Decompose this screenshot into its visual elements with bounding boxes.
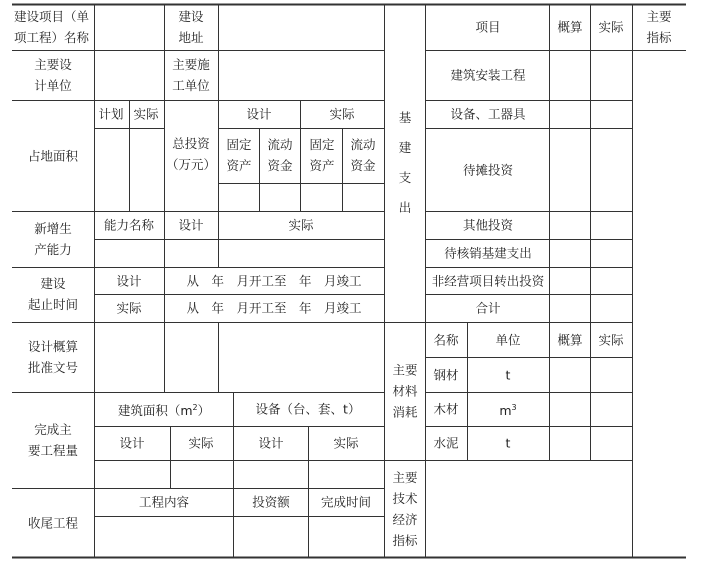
actual-header-right: 实际 [598,19,624,35]
approval-doc-label: 设计概算 批准文号 [27,339,79,375]
period-actual-label: 实际 [116,300,142,316]
tail-works-label: 收尾工程 [27,515,79,531]
material-unit-1: t [505,367,511,383]
expense-item-6: 非经营项目转出投资 [431,273,545,289]
material-name-3: 水泥 [433,435,459,451]
capacity-name-label: 能力名称 [103,217,155,233]
period-actual-text: 从 年 月开工至 年 月竣工 [186,300,362,316]
investment-amount-label: 投资额 [252,494,290,510]
material-name-2: 木材 [433,401,459,417]
fixed-assets-design: 固定 资产 [226,137,252,173]
site-label: 建设 地址 [178,9,204,45]
expense-item-4: 其他投资 [462,217,514,233]
material-unit-3: t [505,435,511,451]
material-estimate-header: 概算 [557,332,583,348]
completion-time-label: 完成时间 [320,494,372,510]
fixed-assets-actual: 固定 资产 [309,137,335,173]
expense-item-2: 设备、工器具 [450,106,526,122]
working-capital-design: 流动 资金 [267,137,293,173]
area-actual-label: 实际 [188,435,214,451]
material-name-header: 名称 [433,332,459,348]
work-content-label: 工程内容 [138,494,190,510]
actual-label: 实际 [133,106,159,122]
capacity-design-label: 设计 [178,217,204,233]
working-capital-actual: 流动 资金 [350,137,376,173]
capacity-actual-label: 实际 [288,217,314,233]
estimate-header: 概算 [557,19,583,35]
building-area-label: 建筑面积$(m^2)$ [117,402,211,419]
area-design-label: 设计 [119,435,145,451]
material-unit-header: 单位 [495,332,521,348]
item-header: 项目 [475,19,501,35]
equipment-label: 设备（台、套、t） [255,401,361,417]
project-name-label: 建设项目（单 项工程）名称 [14,9,90,45]
actual-header: 实际 [329,106,355,122]
period-design-text: 从 年 月开工至 年 月竣工 [186,273,362,289]
period-design-label: 设计 [116,273,142,289]
main-indicators-header: 主要 指标 [646,9,672,45]
tech-econ-label: 主要技术经济指标 [392,470,418,548]
equipment-design-label: 设计 [258,435,284,451]
material-actual-header: 实际 [598,332,624,348]
material-unit-2: $m^3$ [499,402,517,419]
design-unit-label: 主要设 计单位 [34,57,72,93]
construction-expense-label: 基建支出 [398,110,412,215]
land-area-label: 占地面积 [27,148,79,164]
expense-item-1: 建筑安装工程 [450,67,526,83]
expense-item-3: 待摊投资 [462,162,514,178]
design-header: 设计 [246,106,272,122]
material-consumption-label: 主要材料消耗 [392,362,418,420]
equipment-actual-label: 实际 [333,435,359,451]
plan-label: 计划 [98,106,124,122]
main-quantities-label: 完成主 要工程量 [27,422,79,458]
expense-item-5: 待核销基建支出 [444,245,532,261]
material-name-1: 钢材 [433,367,459,383]
build-period-label: 建设 起止时间 [27,276,79,312]
construction-unit-label: 主要施 工单位 [172,57,210,93]
new-capacity-label: 新增生 产能力 [34,221,72,257]
expense-item-7: 合计 [475,300,501,316]
total-investment-label: 总投资 （万元） [165,136,217,172]
